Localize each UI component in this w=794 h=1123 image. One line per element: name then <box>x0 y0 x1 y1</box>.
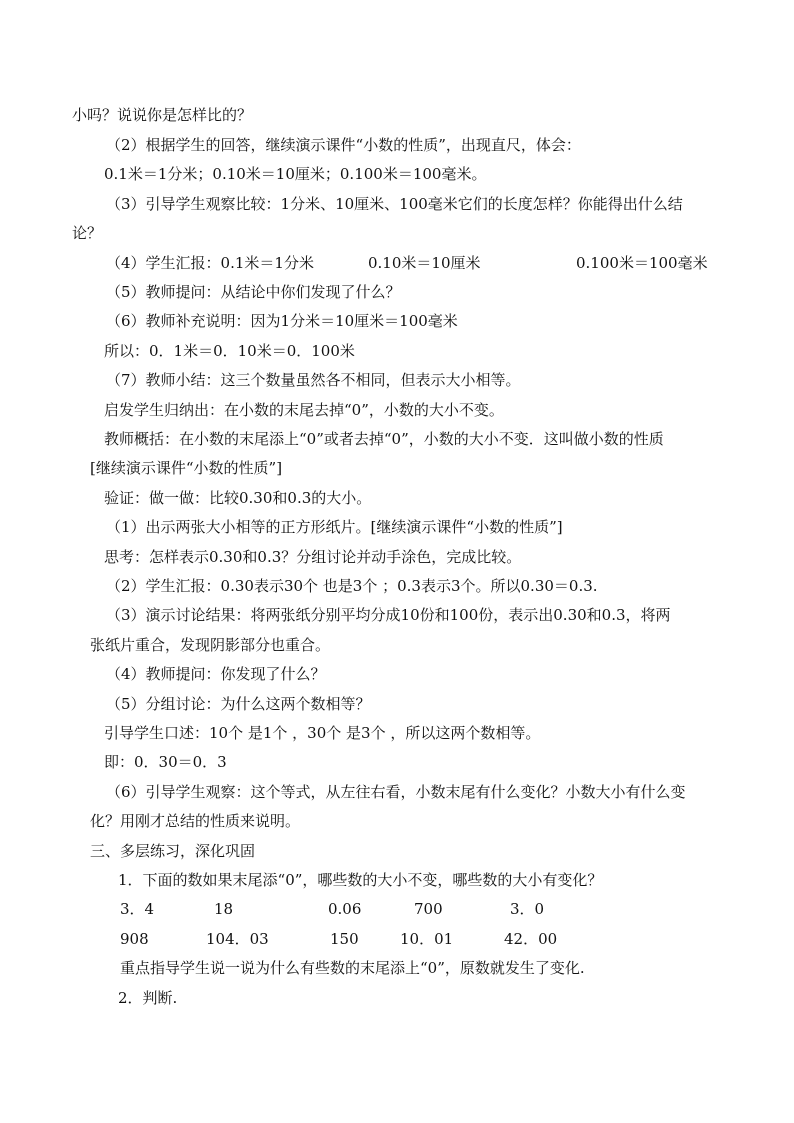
number-item: 908 <box>120 930 149 948</box>
text-line: 小吗？说说你是怎样比的？ <box>72 106 253 124</box>
text-line: 引导学生口述：10个 是1个 ，30个 是3个 ，所以这两个数相等。 <box>104 724 541 742</box>
number-item: 3．0 <box>510 900 545 918</box>
text-line: 1．下面的数如果末尾添“0”，哪些数的大小不变，哪些数的大小有变化？ <box>118 871 603 889</box>
text-line: 所以：0．1米＝0．10米＝0．100米 <box>104 342 355 360</box>
text-line: 2．判断. <box>118 989 178 1007</box>
text-line: 化？用刚才总结的性质来说明。 <box>90 812 301 830</box>
text-line: 启发学生归纳出：在小数的末尾去掉“0”，小数的大小不变。 <box>104 401 504 419</box>
text-line: （2）学生汇报：0.30表示30个 也是3个 ；0.3表示3个。所以0.30＝0.3. <box>106 577 598 595</box>
text-line: 重点指导学生说一说为什么有些数的末尾添上“0”，原数就发生了变化. <box>120 959 585 977</box>
text-line: （4）学生汇报：0.1米＝1分米 <box>106 254 314 272</box>
text-line: 思考：怎样表示0.30和0.3？分组讨论并动手涂色，完成比较。 <box>104 548 522 566</box>
number-item: 10．01 <box>400 930 454 948</box>
number-item: 42．00 <box>504 930 558 948</box>
text-line: （1）出示两张大小相等的正方形纸片。[继续演示课件“小数的性质”] <box>106 518 563 536</box>
text-line: 0.10米＝10厘米 <box>368 254 481 272</box>
text-line: （6）引导学生观察：这个等式，从左往右看，小数末尾有什么变化？小数大小有什么变 <box>106 783 686 801</box>
text-line: （5）分组讨论：为什么这两个数相等？ <box>106 695 371 713</box>
section-heading: 三、多层练习，深化巩固 <box>90 842 256 860</box>
number-item: 18 <box>214 900 234 918</box>
text-line: （6）教师补充说明：因为1分米＝10厘米＝100毫米 <box>106 312 458 330</box>
text-line: （3）引导学生观察比较：1分米、10厘米、100毫米它们的长度怎样？你能得出什么结 <box>106 195 683 213</box>
text-line: （3）演示讨论结果：将两张纸分别平均分成10份和100份，表示出0.30和0.3，将两 <box>106 606 671 624</box>
text-line: （2）根据学生的回答，继续演示课件“小数的性质”，出现直尺，体会： <box>106 136 581 154</box>
number-item: 150 <box>330 930 359 948</box>
text-line: （7）教师小结：这三个数量虽然各不相同，但表示大小相等。 <box>106 371 521 389</box>
text-line: （5）教师提问：从结论中你们发现了什么？ <box>106 283 401 301</box>
text-line: [继续演示课件“小数的性质”] <box>90 459 283 477</box>
text-line: 论？ <box>72 224 103 242</box>
text-line: （4）教师提问：你发现了什么？ <box>106 665 326 683</box>
number-item: 700 <box>414 900 443 918</box>
text-line: 0.100米＝100毫米 <box>576 254 708 272</box>
text-line: 0.1米＝1分米；0.10米＝10厘米；0.100米＝100毫米。 <box>104 165 487 183</box>
numbers-row <box>120 929 680 949</box>
text-line: 教师概括：在小数的末尾添上“0”或者去掉“0”，小数的大小不变．这叫做小数的性质 <box>104 430 664 448</box>
text-line: 验证：做一做：比较0.30和0.3的大小。 <box>104 489 372 507</box>
text-line: 即：0．30＝0．3 <box>104 753 227 771</box>
text-line: 张纸片重合，发现阴影部分也重合。 <box>90 636 331 654</box>
number-item: 104．03 <box>206 930 269 948</box>
numbers-row <box>120 899 680 919</box>
number-item: 3．4 <box>120 900 155 918</box>
number-item: 0.06 <box>328 900 362 918</box>
